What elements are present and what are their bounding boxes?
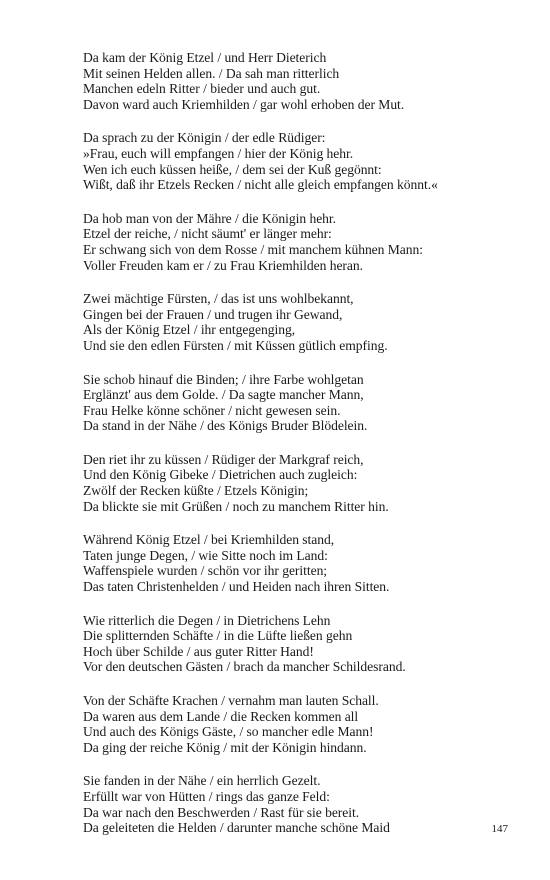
verse-line: Etzel der reiche, / nicht säumt' er länger mehr: bbox=[83, 226, 332, 242]
verse-line: Zwei mächtige Fürsten, / das ist uns wohlbekannt, bbox=[83, 291, 354, 307]
verse-line: Die splitternden Schäfte / in die Lüfte ließen gehn bbox=[83, 628, 353, 644]
verse-line: Sie schob hinauf die Binden; / ihre Farbe wohlgetan bbox=[83, 371, 364, 387]
verse-line: Da stand in der Nähe / des Königs Bruder Blödelein. bbox=[83, 418, 368, 434]
stanza-10 bbox=[83, 773, 523, 835]
verse-line: Manchen edeln Ritter / bieder und auch gut. bbox=[83, 81, 321, 97]
verse-line: Da sprach zu der Königin / der edle Rüdiger: bbox=[83, 130, 326, 146]
verse-line: Erglänzt' aus dem Golde. / Da sagte mancher Mann, bbox=[83, 387, 364, 403]
verse-line: Wen ich euch küssen heiße, / dem sei der Kuß gegönnt: bbox=[83, 161, 382, 177]
verse-line: Und sie den edlen Fürsten / mit Küssen gütlich empfing. bbox=[83, 337, 388, 353]
verse-line: Gingen bei der Frauen / und trugen ihr Gewand, bbox=[83, 306, 343, 322]
stanza-3 bbox=[83, 211, 523, 273]
stanza-7 bbox=[83, 532, 523, 594]
verse-line: Davon ward auch Kriemhilden / gar wohl erhoben der Mut. bbox=[83, 96, 405, 112]
stanza-8 bbox=[83, 613, 523, 675]
verse-line: Da waren aus dem Lande / die Recken kommen all bbox=[83, 708, 359, 724]
verse-line: Vor den deutschen Gästen / brach da mancher Schildesrand. bbox=[83, 659, 406, 675]
verse-line: »Frau, euch will empfangen / hier der König hehr. bbox=[83, 145, 354, 161]
verse-line: Da war nach den Beschwerden / Rast für sie bereit. bbox=[83, 804, 360, 820]
verse-line: Und auch des Königs Gäste, / so mancher edle Mann! bbox=[83, 724, 374, 740]
verse-line: Von der Schäfte Krachen / vernahm man lauten Schall. bbox=[83, 693, 379, 708]
poem-body bbox=[83, 50, 523, 854]
stanza-5 bbox=[83, 372, 523, 434]
verse-line: Während König Etzel / bei Kriemhilden stand, bbox=[83, 532, 335, 548]
stanza-9 bbox=[83, 693, 523, 755]
verse-line: Den riet ihr zu küssen / Rüdiger der Markgraf reich, bbox=[83, 451, 364, 467]
verse-line: Voller Freuden kam er / zu Frau Kriemhilden heran. bbox=[83, 257, 363, 273]
verse-line: Taten junge Degen, / wie Sitte noch im Land: bbox=[83, 547, 328, 563]
verse-line: Und den König Gibeke / Dietrichen auch zugleich: bbox=[83, 467, 358, 483]
stanza-4 bbox=[83, 291, 523, 353]
verse-line: Das taten Christenhelden / und Heiden nach ihren Sitten. bbox=[83, 579, 390, 595]
verse-line: Zwölf der Recken küßte / Etzels Königin; bbox=[83, 483, 309, 499]
verse-line: Sie fanden in der Nähe / ein herrlich Gezelt. bbox=[83, 773, 321, 789]
verse-line: Waffenspiele wurden / schön vor ihr geritten; bbox=[83, 563, 328, 579]
verse-line: Erfüllt war von Hütten / rings das ganze Feld: bbox=[83, 788, 330, 804]
verse-line: Wißt, daß ihr Etzels Recken / nicht alle gleich empfangen könnt.« bbox=[83, 177, 438, 193]
verse-line: Als der König Etzel / ihr entgegenging, bbox=[83, 322, 296, 338]
verse-line: Da geleiteten die Helden / darunter manche schöne Maid bbox=[83, 820, 390, 836]
verse-line: Da ging der reiche König / mit der Königin hindann. bbox=[83, 739, 367, 755]
verse-line: Wie ritterlich die Degen / in Dietrichens Lehn bbox=[83, 612, 331, 628]
verse-line: Da kam der König Etzel / und Herr Dieterich bbox=[83, 50, 327, 65]
verse-line: Hoch über Schilde / aus guter Ritter Hand! bbox=[83, 643, 314, 659]
verse-line: Da blickte sie mit Grüßen / noch zu manchem Ritter hin. bbox=[83, 498, 389, 514]
verse-line: Mit seinen Helden allen. / Da sah man ritterlich bbox=[83, 65, 340, 81]
stanza-6 bbox=[83, 452, 523, 514]
verse-line: Frau Helke könne schöner / nicht gewesen sein. bbox=[83, 402, 341, 418]
page-number: 147 bbox=[491, 823, 508, 835]
stanza-2 bbox=[83, 130, 523, 192]
verse-line: Da hob man von der Mähre / die Königin hehr. bbox=[83, 210, 337, 226]
stanza-1 bbox=[83, 50, 523, 112]
verse-line: Er schwang sich von dem Rosse / mit manchem kühnen Mann: bbox=[83, 241, 424, 257]
